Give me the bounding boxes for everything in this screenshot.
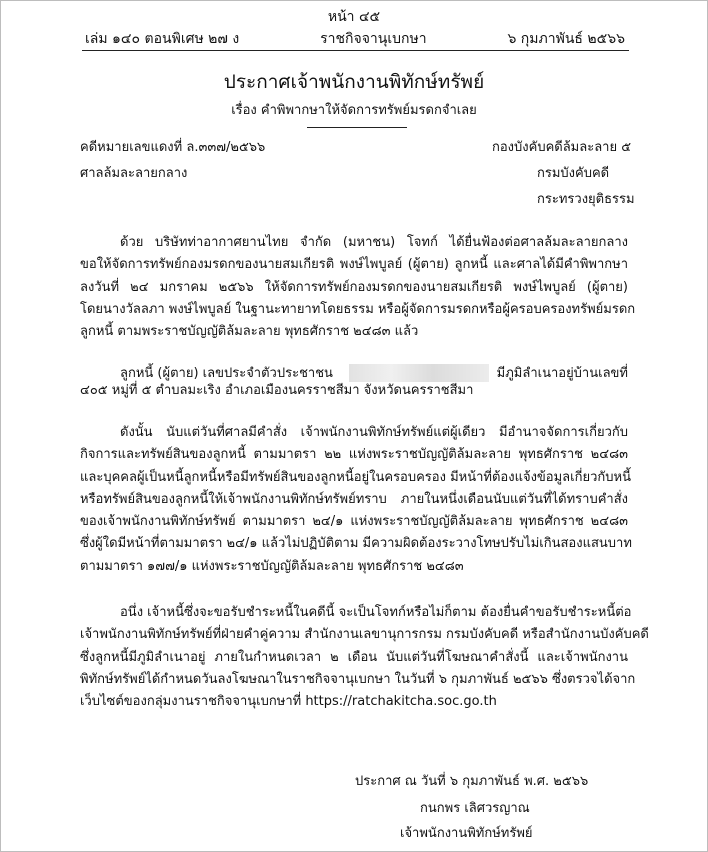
gazette-volume: เล่ม ๑๔๐ ตอนพิเศษ ๒๗ ง [85, 31, 240, 47]
debtor-address-block [80, 380, 628, 402]
paragraph-line: ลงวันที่ ๒๔ มกราคม ๒๕๖๖ ให้จัดการทรัพย์กองมรดกของนายสมเกียรติ พงษ์ไพบูลย์ (ผู้ตาย) [80, 279, 628, 295]
paragraph-line: เว็บไซต์ของกลุ่มงานราชกิจจานุเบกษาที่ https://ratchakitcha.soc.go.th [80, 694, 497, 710]
gazette-header [85, 28, 625, 50]
paragraph-line: หรือทรัพย์สินของลูกหนี้ให้เจ้าพนักงานพิทักษ์ทรัพย์ทราบ ภายในหนึ่งเดือนนับแต่วันที่ได้ทราบคำสั่ง [80, 491, 628, 507]
paragraph-line: ซึ่งผู้ใดมีหน้าที่ตามมาตรา ๒๔/๑ แล้วไม่ปฏิบัติตาม มีความผิดต้องระวางโทษปรับไม่เกินสองแสนบาท [80, 536, 632, 552]
gazette-publication: ราชกิจจานุเบกษา [320, 31, 427, 47]
paragraph-line: ตามมาตรา ๑๗๗/๑ แห่งพระราชบัญญัติล้มละลาย พุทธศักราช ๒๔๘๓ [80, 558, 464, 574]
redacted-id-number [349, 364, 489, 382]
signatory-position: เจ้าพนักงานพิทักษ์ทรัพย์ [400, 826, 533, 841]
paragraph-line: เจ้าพนักงานพิทักษ์ทรัพย์ที่ฝ่ายคำคู่ความ สำนักงานเลขานุการกรม กรมบังคับคดี หรือสำนักงานบังคับคดี [80, 627, 649, 643]
paragraph-line: ซึ่งลูกหนี้มีภูมิลำเนาอยู่ ภายในกำหนดเวลา ๒ เดือน นับแต่วันที่โฆษณาคำสั่งนี้ และเจ้าพนักงาน [80, 649, 628, 665]
debtor-address: ๔๐๕ หมู่ที่ ๕ ตำบลมะเริง อำเภอเมืองนครราชสีมา จังหวัดนครราชสีมา [80, 383, 474, 398]
paragraph-creditor-claims [80, 602, 649, 713]
paragraph-authority [80, 422, 632, 578]
paragraph-line: ดังนั้น นับแต่วันที่ศาลมีคำสั่ง เจ้าพนักงานพิทักษ์ทรัพย์แต่ผู้เดียว มีอำนาจจัดการเกี่ยวกับ [120, 425, 628, 440]
office-division: กองบังคับคดีล้มละลาย ๕ [492, 140, 632, 155]
signatory-name: กนกพร เลิศวรญาณ [420, 801, 530, 816]
paragraph-line: กิจการและทรัพย์สินของลูกหนี้ ตามมาตรา ๒๒ แห่งพระราชบัญญัติล้มละลาย พุทธศักราช ๒๔๘๓ [80, 447, 628, 463]
paragraph-line: และบุคคลผู้เป็นหนี้ลูกหนี้หรือมีทรัพย์สินของลูกหนี้อยู่ในครอบครอง มีหน้าที่ต้องแจ้งข้อมูลเกี่ยวกับหนี้ [80, 469, 631, 485]
paragraph-line: อนึ่ง เจ้าหนี้ซึ่งจะขอรับชำระหนี้ในคดีนี้ จะเป็นโจทก์หรือไม่ก็ตาม ต้องยื่นคำขอรับชำระหนี้ต่อ [120, 605, 632, 620]
page-number: หน้า ๔๕ [327, 9, 381, 25]
paragraph-line: ลูกหนี้ ตามพระราชบัญญัติล้มละลาย พุทธศักราช ๒๔๘๓ แล้ว [80, 324, 419, 340]
ministry-name: กระทรวงยุติธรรม [537, 192, 635, 207]
paragraph-lawsuit [80, 232, 636, 343]
paragraph-line: โดยนางวัลลภา พงษ์ไพบูลย์ ในฐานะทายาทโดยธรรม หรือผู้จัดการมรดกหรือผู้ครอบครองทรัพย์มรดก [80, 301, 636, 317]
announcement-title: ประกาศเจ้าพนักงานพิทักษ์ทรัพย์ [223, 71, 485, 93]
paragraph-line: ของเจ้าพนักงานพิทักษ์ทรัพย์ ตามมาตรา ๒๔/๑ แห่งพระราชบัญญัติล้มละลาย พุทธศักราช ๒๔๘๓ [80, 514, 628, 530]
announcement-date: ประกาศ ณ วันที่ ๖ กุมภาพันธ์ พ.ศ. ๒๕๖๖ [355, 774, 589, 789]
announcement-subject: เรื่อง คำพิพากษาให้จัดการทรัพย์มรดกจำเลย [231, 103, 477, 118]
debtor-id-label: ลูกหนี้ (ผู้ตาย) เลขประจำตัวประชาชน [120, 366, 333, 381]
title-divider [307, 127, 407, 128]
header-divider [82, 50, 629, 51]
paragraph-line: พิทักษ์ทรัพย์ได้กำหนดวันลงโฆษณาในราชกิจจานุเบกษา ในวันที่ ๖ กุมภาพันธ์ ๒๕๖๖ ซึ่งตรวจได้จาก [80, 671, 636, 687]
case-number: คดีหมายเลขแดงที่ ล.๓๓๗/๒๕๖๖ [80, 140, 266, 155]
court-name: ศาลล้มละลายกลาง [80, 166, 188, 181]
debtor-domicile-label: มีภูมิลำเนาอยู่บ้านเลขที่ [496, 366, 628, 381]
paragraph-line: ด้วย บริษัทท่าอากาศยานไทย จำกัด (มหาชน) โจทก์ ได้ยื่นฟ้องต่อศาลล้มละลายกลาง [120, 235, 628, 250]
gazette-date: ๖ กุมภาพันธ์ ๒๕๖๖ [507, 31, 625, 47]
paragraph-line: ขอให้จัดการทรัพย์กองมรดกของนายสมเกียรติ พงษ์ไพบูลย์ (ผู้ตาย) ลูกหนี้ และศาลได้มีคำพิพากษา [80, 257, 628, 273]
department-name: กรมบังคับคดี [537, 166, 610, 181]
